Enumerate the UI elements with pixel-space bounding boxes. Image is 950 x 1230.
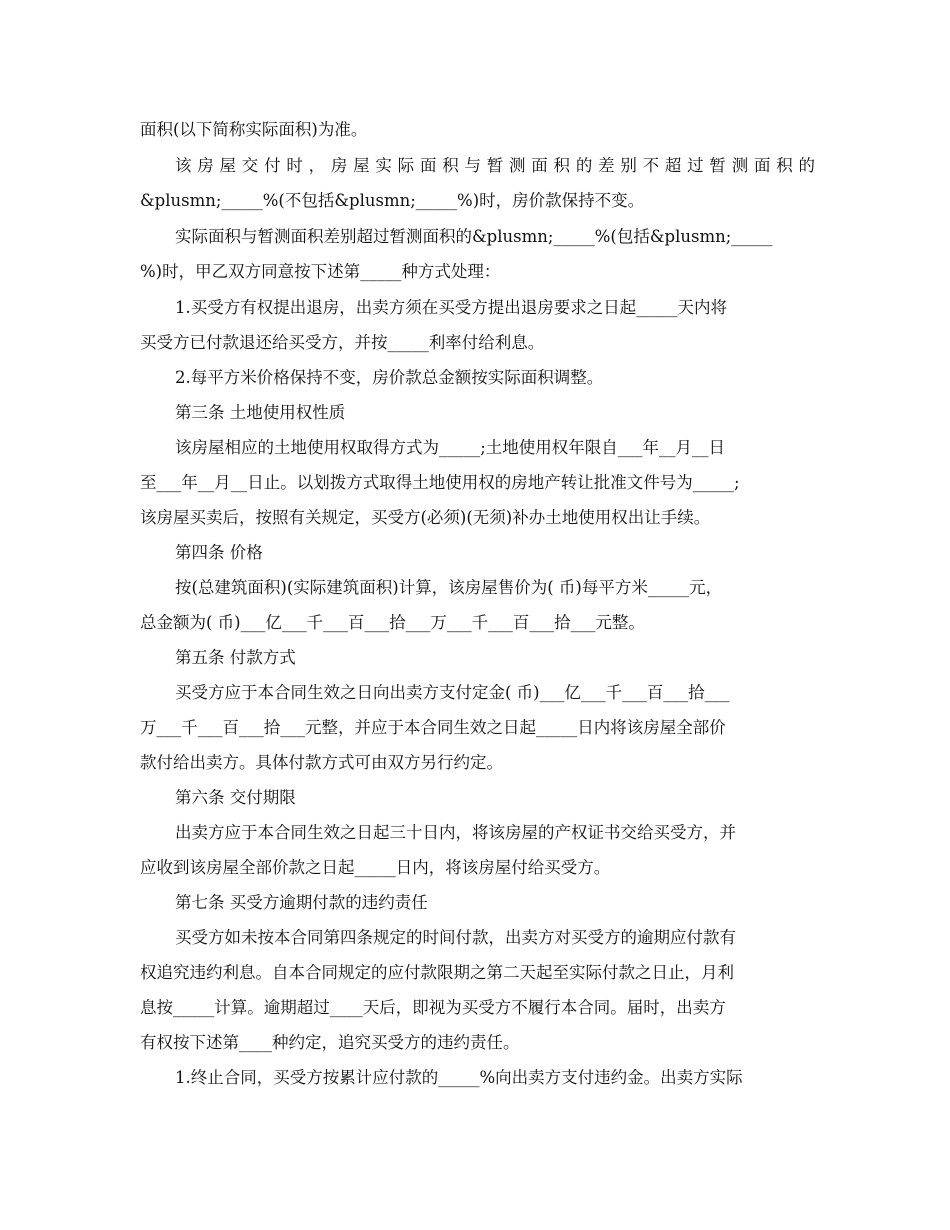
text-line: %)时，甲乙双方同意按下述第_____种方式处理： <box>140 262 501 281</box>
text-line: 按(总建筑面积)(实际建筑面积)计算，该房屋售价为( 币)每平方米_____元， <box>175 578 723 597</box>
text-line: 买受方应于本合同生效之日向出卖方支付定金( 币)___亿___千___百___拾___ <box>175 683 730 702</box>
text-line: 权追究违约利息。自本合同规定的应付款限期之第二天起至实际付款之日止，月利 <box>140 963 734 982</box>
text-line: 买受方如未按本合同第四条规定的时间付款，出卖方对买受方的逾期应付款有 <box>175 928 736 947</box>
text-line: 实际面积与暂测面积差别超过暂测面积的&plusmn;_____%(包括&plusmn;_____ <box>175 227 773 246</box>
text-line: 息按_____计算。逾期超过____天后，即视为买受方不履行本合同。届时，出卖方 <box>140 998 726 1017</box>
text-line: 应收到该房屋全部价款之日起_____日内，将该房屋付给买受方。 <box>140 858 611 877</box>
text-line: 1.终止合同，买受方按累计应付款的_____%向出卖方支付违约金。出卖方实际 <box>175 1068 743 1087</box>
section-heading: 第四条 价格 <box>175 543 263 562</box>
section-heading: 第三条 土地使用权性质 <box>175 403 346 422</box>
text-line: 该房屋交付时，房屋实际面积与暂测面积的差别不超过暂测面积的 <box>175 156 815 175</box>
text-line: 万___千___百___拾___元整，并应于本合同生效之日起_____日内将该房屋全部价 <box>140 718 726 737</box>
section-heading: 第六条 交付期限 <box>175 788 296 807</box>
text-line: 该房屋相应的土地使用权取得方式为_____;土地使用权年限自___年__月__日 <box>175 438 726 457</box>
text-line: 出卖方应于本合同生效之日起三十日内，将该房屋的产权证书交给买受方，并 <box>175 823 736 842</box>
text-line: 面积(以下简称实际面积)为准。 <box>140 120 368 139</box>
text-line: 买受方已付款退还给买受方，并按_____利率付给利息。 <box>140 333 545 352</box>
section-heading: 第五条 付款方式 <box>175 648 296 667</box>
text-line: 1.买受方有权提出退房，出卖方须在买受方提出退房要求之日起_____天内将 <box>175 298 727 317</box>
text-line: 至___年__月__日止。以划拨方式取得土地使用权的房地产转让批准文件号为_____; <box>140 473 740 492</box>
text-line: 总金额为( 币)___亿___千___百___拾___万___千___百___拾___元整。 <box>140 613 645 632</box>
text-line: 款付给出卖方。具体付款方式可由双方另行约定。 <box>140 753 503 772</box>
text-line: 有权按下述第____种约定，追究买受方的违约责任。 <box>140 1033 520 1052</box>
text-line: 2.每平方米价格保持不变，房价款总金额按实际面积调整。 <box>175 368 604 387</box>
section-heading: 第七条 买受方逾期付款的违约责任 <box>175 893 428 912</box>
text-line: &plusmn;_____%(不包括&plusmn;_____%)时，房价款保持不变。 <box>140 191 645 210</box>
text-line: 该房屋买卖后，按照有关规定，买受方(必须)(无须)补办土地使用权出让手续。 <box>140 508 711 527</box>
